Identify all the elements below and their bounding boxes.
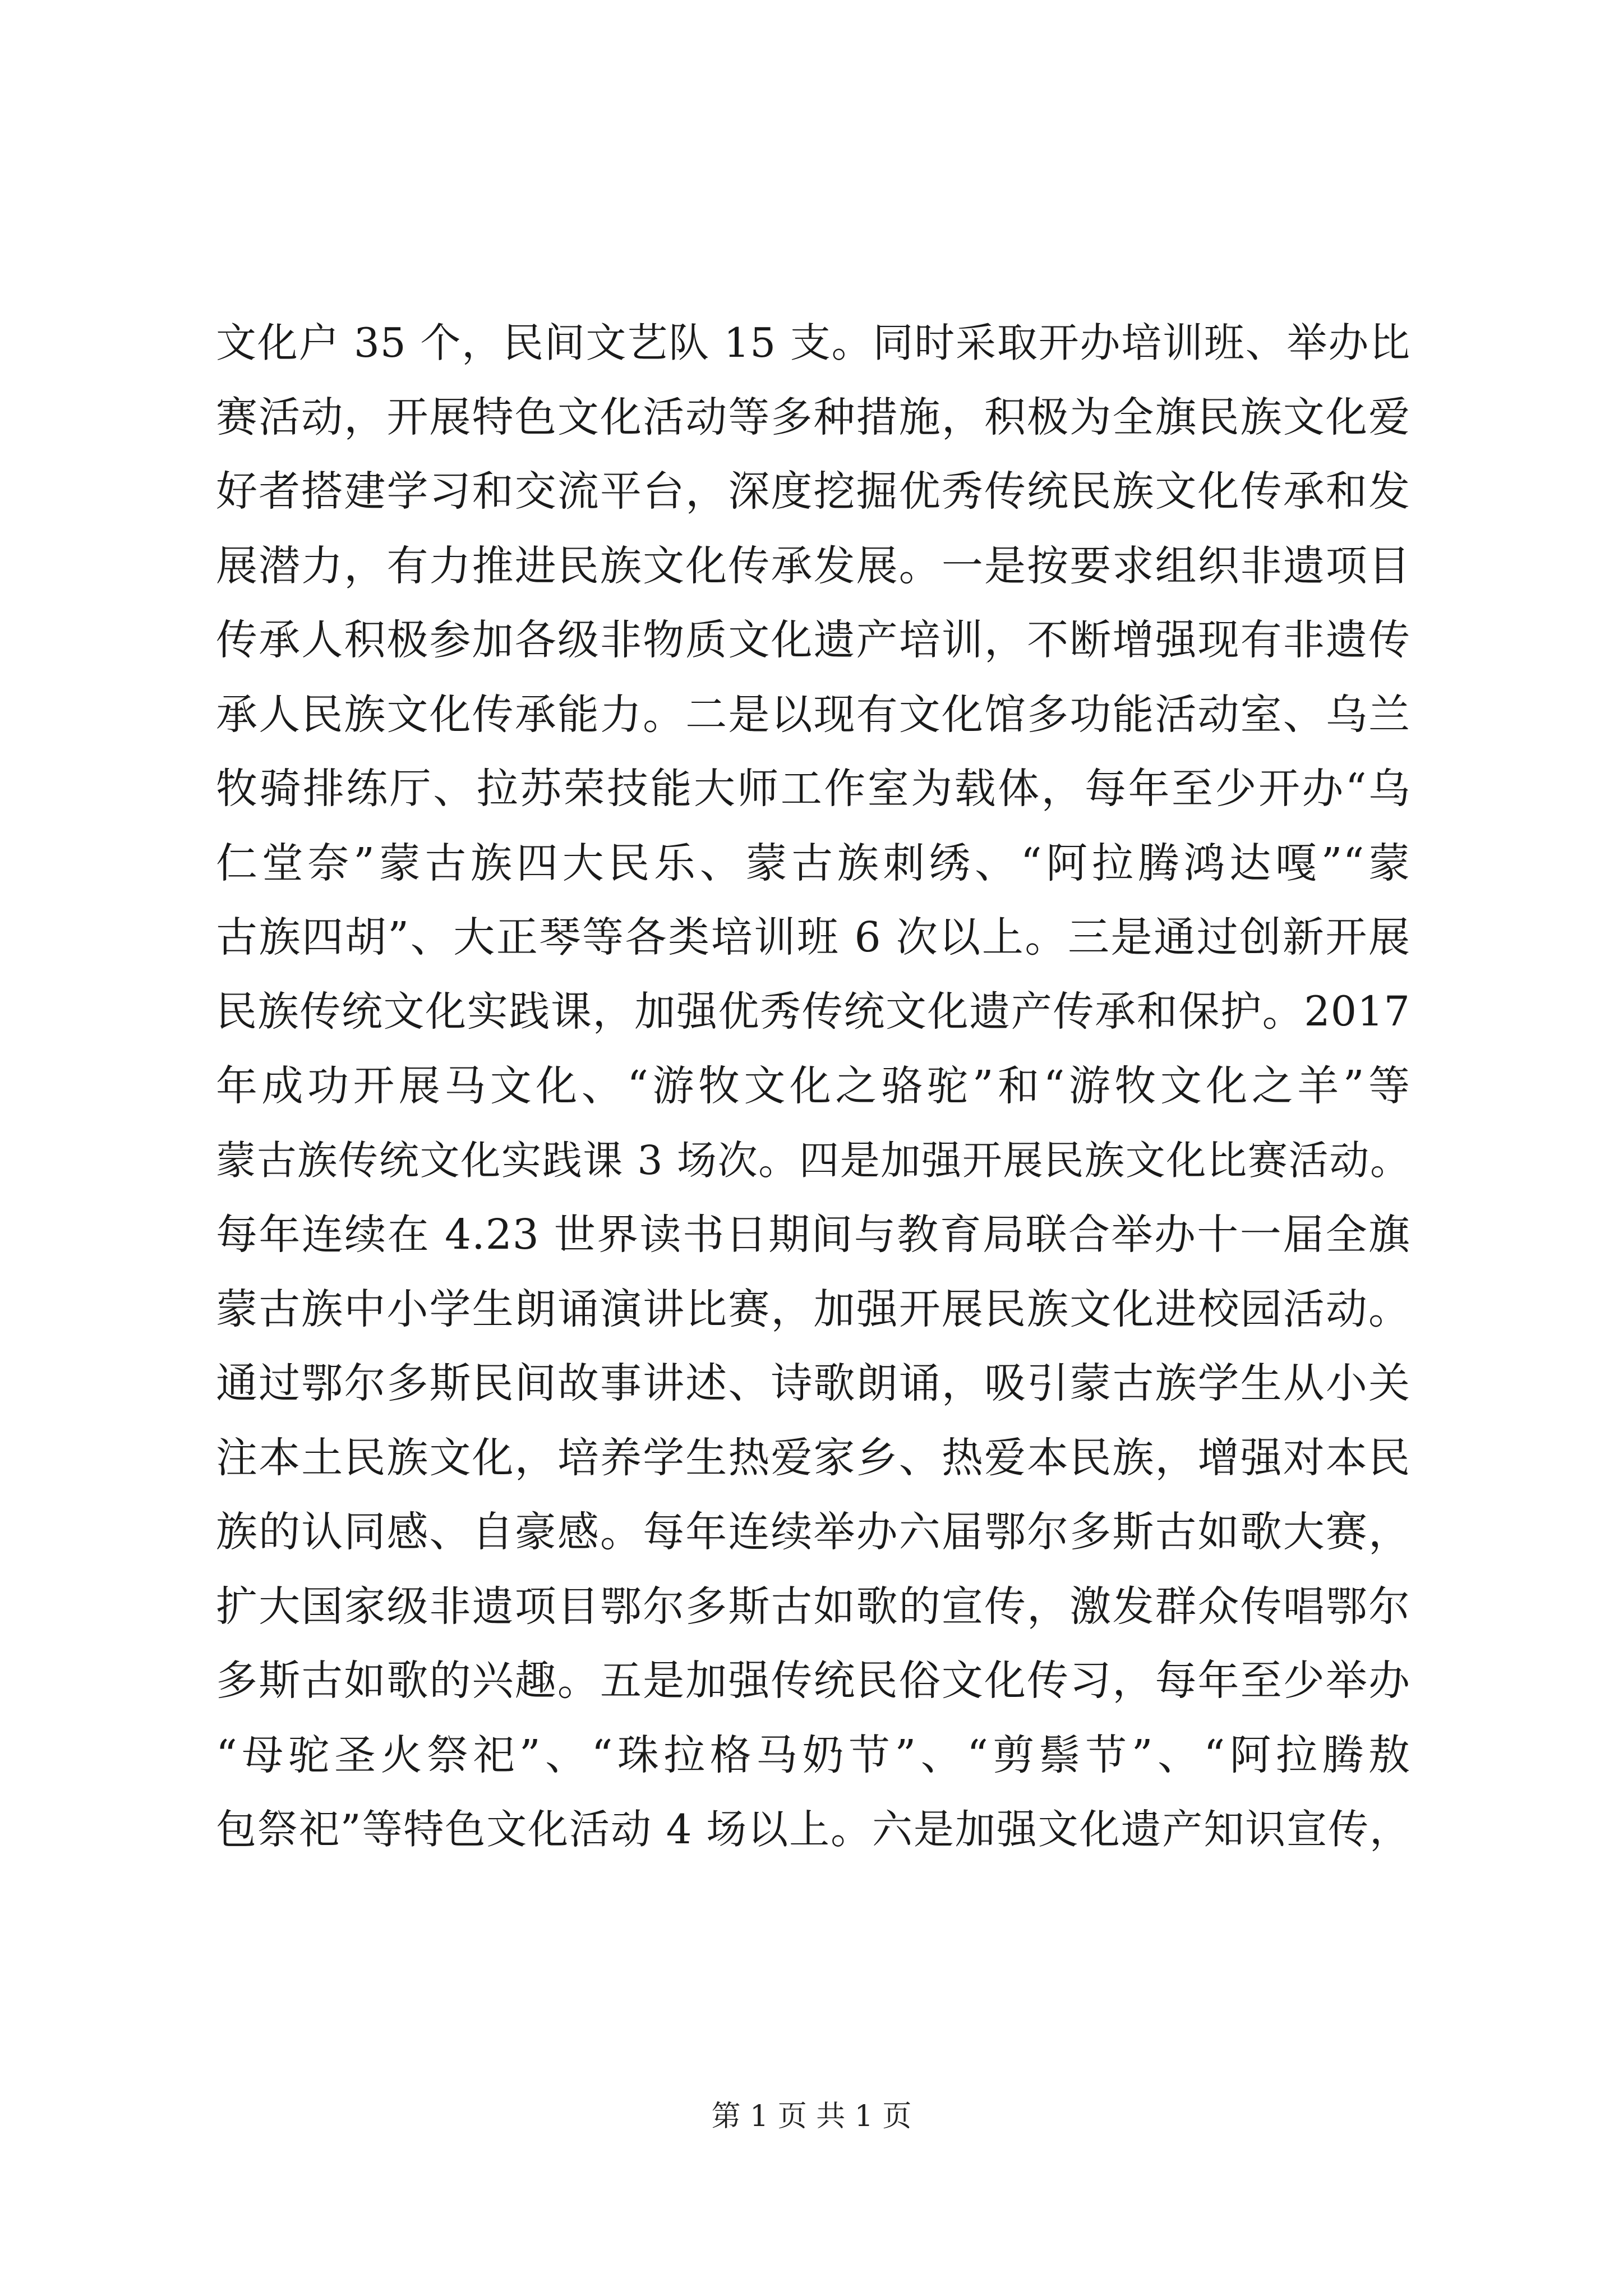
text-line: 扩大国家级非遗项目鄂尔多斯古如歌的宣传，激发群众传唱鄂尔 <box>216 1582 1410 1631</box>
text-line: 牧骑排练厅、拉苏荣技能大师工作室为载体，每年至少开办“乌 <box>216 765 1410 813</box>
text-line: 传承人积极参加各级非物质文化遗产培训，不断增强现有非遗传 <box>216 616 1410 664</box>
text-line: 包祭祀”等特色文化活动 4 场以上。六是加强文化遗产知识宣传， <box>216 1806 1410 1853</box>
page-footer: 第 1 页 共 1 页 <box>711 2100 912 2133</box>
text-line: 蒙古族中小学生朗诵演讲比赛，加强开展民族文化进校园活动。 <box>216 1285 1410 1333</box>
text-line: 蒙古族传统文化实践课 3 场次。四是加强开展民族文化比赛活动。 <box>216 1137 1410 1184</box>
text-line: 年成功开展马文化、“游牧文化之骆驼”和“游牧文化之羊”等 <box>216 1062 1410 1110</box>
text-line: 好者搭建学习和交流平台，深度挖掘优秀传统民族文化传承和发 <box>216 467 1410 516</box>
text-line: 古族四胡”、大正琴等各类培训班 6 次以上。三是通过创新开展 <box>216 913 1410 961</box>
text-line: “母驼圣火祭祀”、“珠拉格马奶节”、“剪鬃节”、“阿拉腾敖 <box>216 1731 1410 1779</box>
text-line: 赛活动，开展特色文化活动等多种措施，积极为全旗民族文化爱 <box>216 393 1410 441</box>
text-line: 文化户 35 个，民间文艺队 15 支。同时采取开办培训班、举办比 <box>216 319 1410 366</box>
text-line: 族的认同感、自豪感。每年连续举办六届鄂尔多斯古如歌大赛， <box>216 1508 1410 1556</box>
text-line: 注本土民族文化，培养学生热爱家乡、热爱本民族，增强对本民 <box>216 1433 1410 1482</box>
text-line: 多斯古如歌的兴趣。五是加强传统民俗文化传习，每年至少举办 <box>216 1657 1410 1705</box>
text-line: 每年连续在 4.23 世界读书日期间与教育局联合举办十一届全旗 <box>216 1211 1410 1259</box>
text-line: 民族传统文化实践课，加强优秀传统文化遗产传承和保护。2017 <box>216 987 1410 1036</box>
text-line: 展潜力，有力推进民族文化传承发展。一是按要求组织非遗项目 <box>216 541 1410 590</box>
text-line: 通过鄂尔多斯民间故事讲述、诗歌朗诵，吸引蒙古族学生从小关 <box>216 1359 1410 1407</box>
body-paragraph <box>216 306 1410 1867</box>
text-line: 仁堂奈”蒙古族四大民乐、蒙古族刺绣、“阿拉腾鸿达嘎”“蒙 <box>216 839 1410 887</box>
text-line: 承人民族文化传承能力。二是以现有文化馆多功能活动室、乌兰 <box>216 690 1410 739</box>
